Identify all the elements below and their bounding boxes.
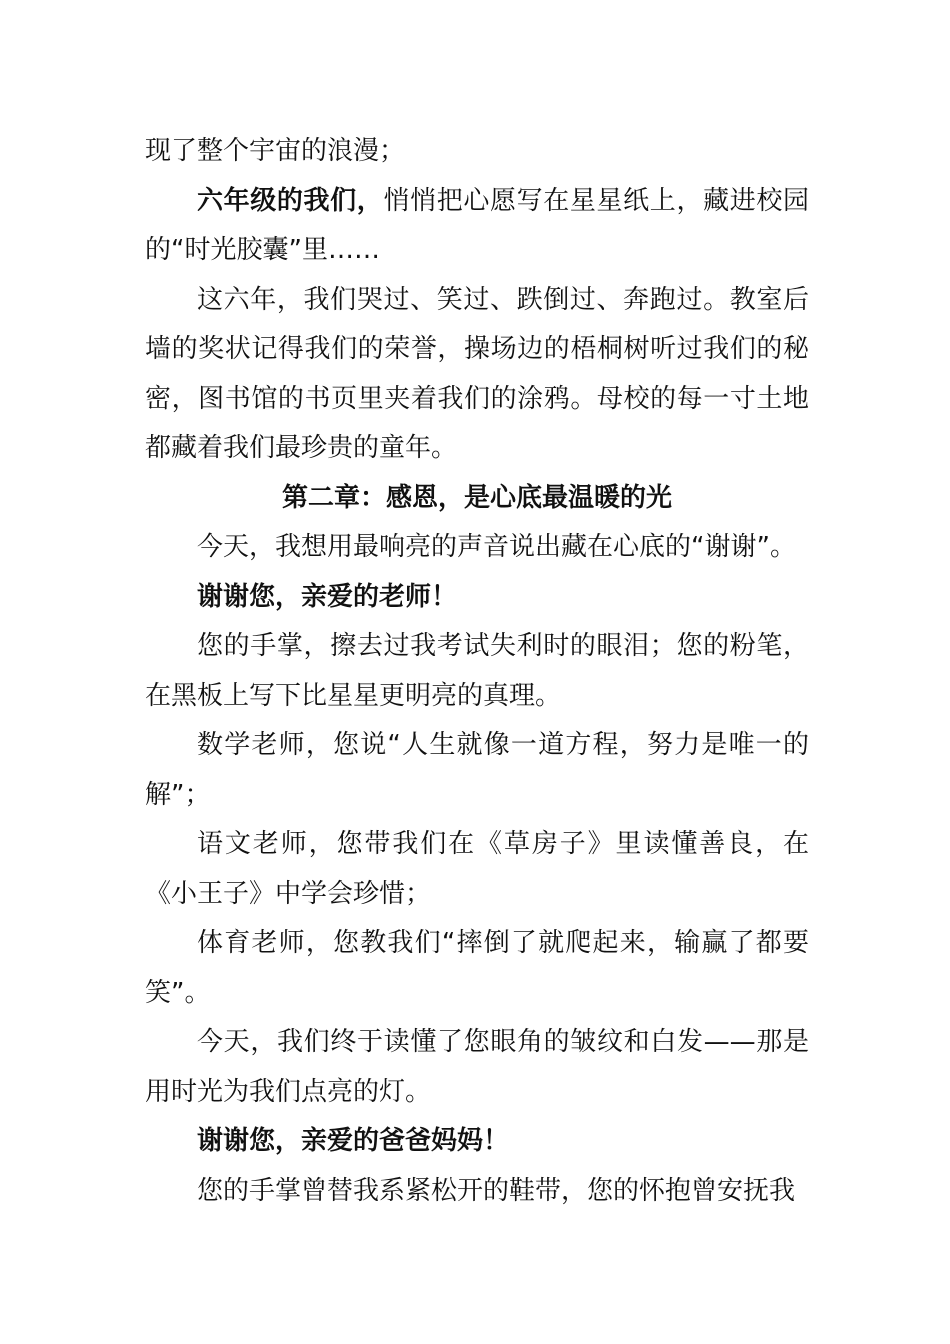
document-body <box>145 127 809 1216</box>
paragraph-parents-hands: 您的手掌曾替我系紧松开的鞋带，您的怀抱曾安抚我 <box>197 1175 796 1206</box>
paragraph-continuation: 现了整个宇宙的浪漫； <box>145 136 406 166</box>
paragraph-math-teacher: 数学老师，您说“人生就像一道方程，努力是唯一的解”； <box>145 730 809 810</box>
thanks-teacher-heading: 谢谢您，亲爱的老师！ <box>197 581 458 612</box>
paragraph-grade-six <box>145 177 809 276</box>
paragraph-chinese-teacher: 语文老师，您带我们在《草房子》里读懂善良，在《小王子》中学会珍惜； <box>145 829 809 909</box>
thanks-parents-heading: 谢谢您，亲爱的爸爸妈妈！ <box>197 1126 510 1156</box>
paragraph-lead-bold: 六年级的我们， <box>197 185 384 216</box>
paragraph-teacher-hands: 您的手掌，擦去过我考试失利时的眼泪；您的粉笔，在黑板上写下比星星更明亮的真理。 <box>145 631 809 711</box>
paragraph-six-years: 这六年，我们哭过、笑过、跌倒过、奔跑过。教室后墙的奖状记得我们的荣誉，操场边的梧桐树听过我们的秘密，图书馆的书页里夹着我们的涂鸦。母校的每一寸土地都藏着我们最珍贵的童年。 <box>145 284 809 463</box>
paragraph-thanks-intro: 今天，我想用最响亮的声音说出藏在心底的“谢谢”。 <box>197 532 796 562</box>
paragraph-teacher-wrinkles: 今天，我们终于读懂了您眼角的皱纹和白发——那是用时光为我们点亮的灯。 <box>145 1027 809 1107</box>
paragraph-lead-rest: 悄悄把心愿写在星星纸上，藏进校园的“时光胶囊”里…… <box>145 185 809 265</box>
chapter-heading: 第二章：感恩，是心底最温暖的光 <box>281 482 672 513</box>
paragraph-pe-teacher: 体育老师，您教我们“摔倒了就爬起来，输赢了都要笑”。 <box>145 928 809 1008</box>
